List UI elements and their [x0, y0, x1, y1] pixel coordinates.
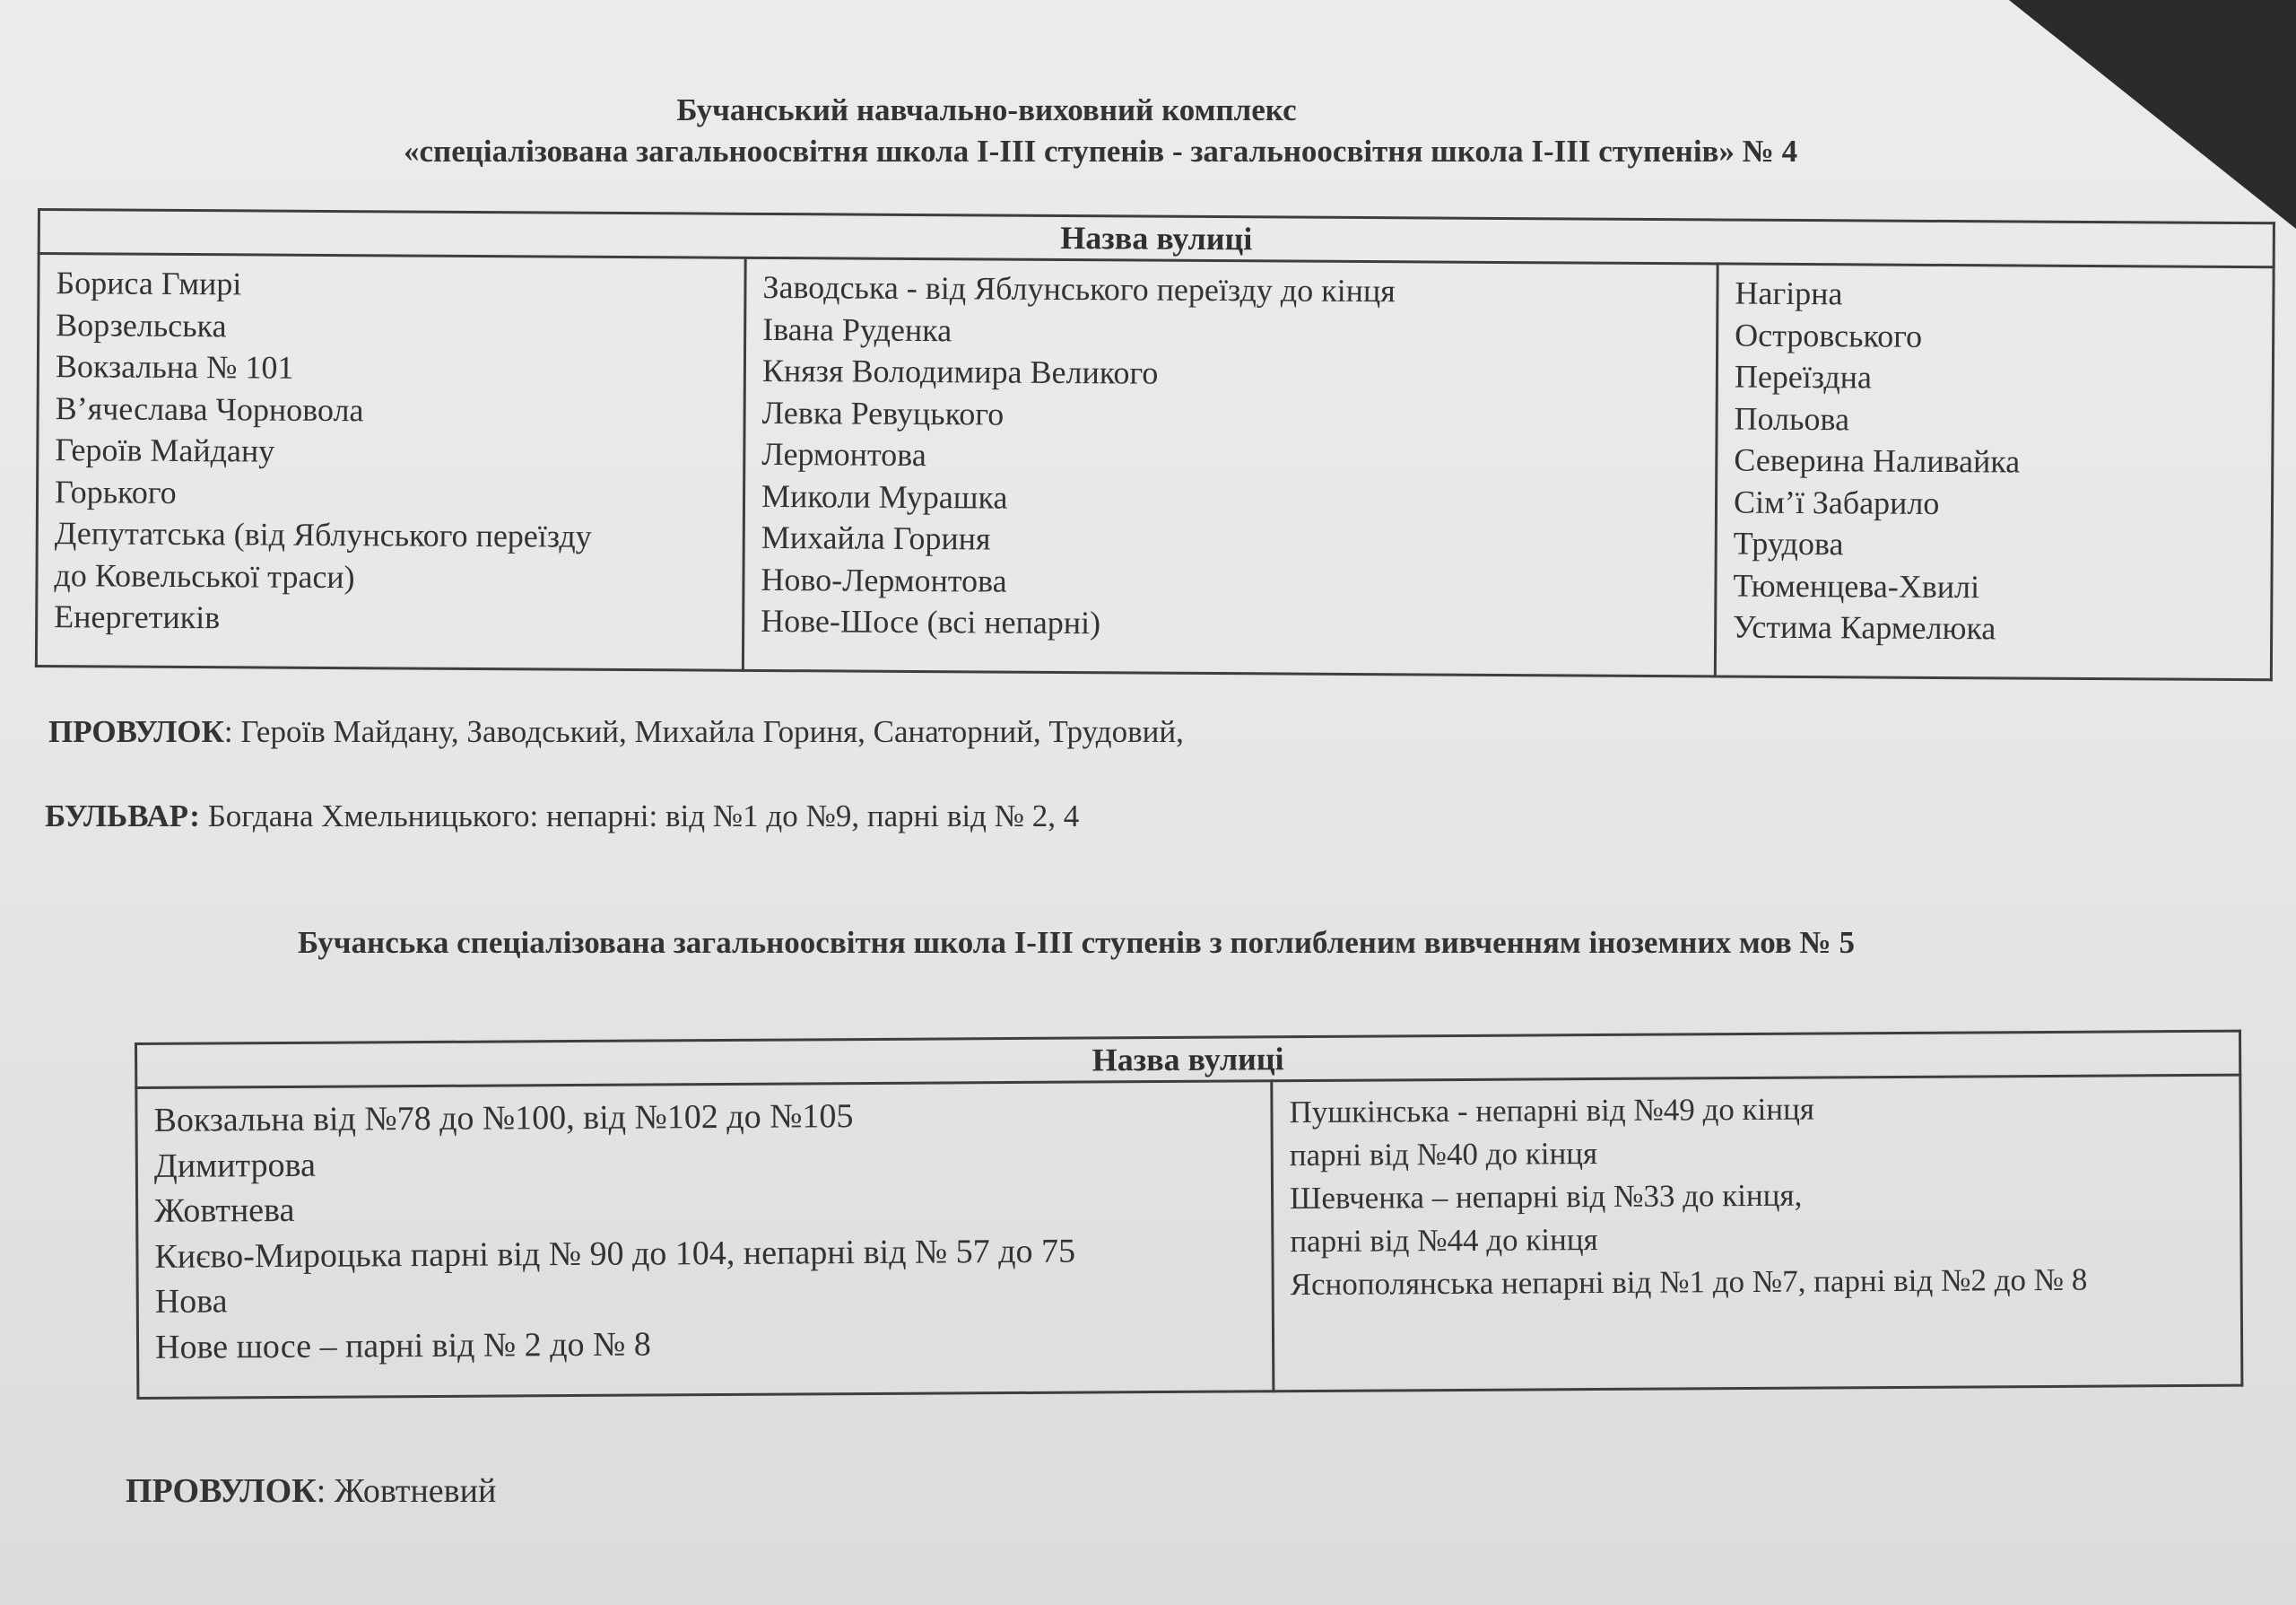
street-item: В’ячеслава Чорновола	[55, 389, 364, 428]
street-item: Нагірна	[1735, 275, 1843, 312]
school2-title: Бучанська спеціалізована загальноосвітня школа І-ІІІ ступенів з поглибленим вивченням іноземних мов № 5	[298, 925, 1855, 960]
school1-streets-table	[35, 208, 2275, 681]
street-item: Устима Кармелюка	[1733, 608, 1996, 647]
school1-column-3	[1715, 264, 2274, 679]
school2-table-header: Назва вулиці	[136, 1031, 2240, 1087]
school2-streets-table	[135, 1030, 2243, 1400]
street-item: Нове-Шосе (всі непарні)	[761, 602, 1101, 641]
street-item: Ново-Лермонтова	[761, 561, 1007, 599]
lane-text: : Героїв Майдану, Заводський, Михайла Гориня, Санаторний, Трудовий,	[223, 714, 1184, 749]
street-item: Трудова	[1733, 525, 1844, 563]
school1-lanes	[48, 714, 1184, 750]
school1-title	[404, 90, 1798, 172]
street-item: Сім’ї Забарило	[1733, 484, 1940, 521]
street-item: Пушкінська - непарні від №49 до кінця	[1289, 1091, 1814, 1130]
street-item: Северина Наливайка	[1734, 441, 2021, 480]
street-item: парні від №44 до кінця	[1290, 1222, 1598, 1260]
street-item: Горького	[54, 473, 177, 510]
school1-column-1	[36, 254, 745, 670]
street-item: Енергетиків	[54, 598, 221, 636]
boulevard-label: БУЛЬВАР:	[45, 798, 200, 833]
street-item: Михайла Гориня	[761, 519, 991, 557]
street-item: Депутатська (від Яблунського переїзду	[54, 515, 592, 554]
street-item: Вокзальна № 101	[55, 348, 294, 386]
street-item: Миколи Мурашка	[761, 477, 1008, 516]
street-item: Левка Ревуцького	[761, 394, 1004, 432]
street-item: Польова	[1734, 400, 1850, 437]
street-item: Островського	[1735, 317, 1923, 354]
street-item: Заводська - від Яблунського переїзду до кінця	[762, 268, 1396, 310]
street-item: Лермонтова	[761, 435, 926, 474]
school1-title-line1: Бучанський навчально-виховний комплекс	[676, 92, 1297, 127]
street-item: Києво-Мироцька парні від № 90 до 104, непарні від № 57 до 75	[154, 1232, 1076, 1276]
street-item: Нове шосе – парні від № 2 до № 8	[154, 1324, 651, 1366]
school2-column-1	[136, 1081, 1274, 1399]
school1-boulevard	[45, 798, 1079, 834]
street-item: парні від №40 до кінця	[1289, 1136, 1598, 1173]
lane-label: ПРОВУЛОК	[48, 714, 224, 749]
street-item: до Ковельської траси)	[54, 556, 355, 595]
street-item: Тюменцева-Хвилі	[1733, 567, 1980, 605]
street-item: Переїздна	[1734, 358, 1873, 396]
school2-lanes	[126, 1471, 496, 1511]
street-item: Яснополянська непарні від №1 до №7, парні від №2 до № 8	[1290, 1261, 2088, 1303]
street-item: Димитрова	[153, 1146, 316, 1185]
street-item: Івана Руденка	[762, 310, 952, 348]
street-item: Героїв Майдану	[55, 432, 275, 469]
street-item: Ворзельська	[56, 306, 227, 344]
school1-table-header: Назва вулиці	[39, 210, 2274, 267]
boulevard-text: Богдана Хмельницького: непарні: від №1 до №9, парні від № 2, 4	[199, 798, 1080, 833]
street-item: Нова	[154, 1282, 228, 1321]
street-item: Бориса Гмирі	[56, 265, 242, 302]
street-item: Вокзальна від №78 до №100, від №102 до №105	[153, 1097, 854, 1139]
lane-label: ПРОВУЛОК	[126, 1472, 317, 1510]
school1-title-line2: «спеціалізована загальноосвітня школа І-ІІІ ступенів - загальноосвітня школа І-ІІІ ступенів» № 4	[404, 134, 1798, 169]
street-item: Шевченка – непарні від №33 до кінця,	[1289, 1177, 1803, 1217]
school1-column-2	[743, 257, 1718, 676]
lane-text: : Жовтневий	[316, 1472, 497, 1510]
street-item: Жовтнева	[154, 1191, 295, 1230]
school2-column-2	[1272, 1075, 2242, 1391]
street-item: Князя Володимира Великого	[761, 352, 1159, 391]
